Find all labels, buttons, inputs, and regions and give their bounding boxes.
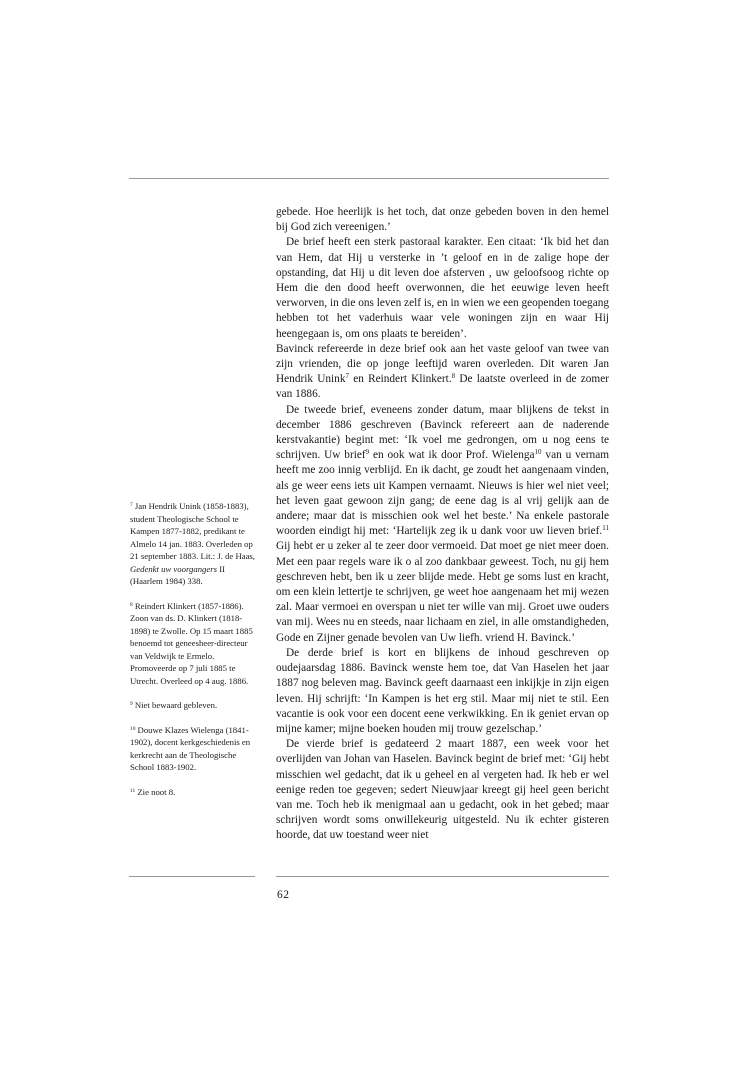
main-bottom-rule xyxy=(276,876,609,877)
footnote-10-mark: 10 xyxy=(130,725,136,732)
footnote-7-mark: 7 xyxy=(130,502,133,509)
paragraph-3-text-b: en Reindert Klinkert. xyxy=(348,373,452,386)
footnote-11-mark: 11 xyxy=(130,787,136,794)
footnote-9-mark: 9 xyxy=(130,701,133,708)
footnote-11 xyxy=(130,786,258,799)
footnote-ref-8: 8 xyxy=(451,372,456,381)
footnote-11-text: Zie noot 8. xyxy=(135,786,176,797)
paragraph-3-text-c: De laatste overleed in de zomer van 1886. xyxy=(276,373,609,401)
paragraph-3-text-a: Bavinck refereerde in deze brief ook aan het vaste geloof van twee van zijn vrienden, die op jonge leeftijd waren overleden. Dit waren Jan Hendrik Unink xyxy=(276,342,609,386)
footnotes-column xyxy=(130,500,258,810)
footnote-8-mark: 8 xyxy=(130,601,133,608)
footnote-7-text-a: Jan Hendrik Unink (1858-1883), student Theologische School te Kampen 1877-1882, predikant te Almelo 14 jan. 1883. Overleden op 21 september 1883. Lit.: J. de Haas, xyxy=(130,501,255,561)
paragraph-4 xyxy=(276,403,609,646)
page-number: 62 xyxy=(277,889,290,901)
paragraph-4-text-a: De tweede brief, eveneens zonder datum, maar blijkens de tekst in december 1886 geschreven (Bavinck refereert aan de naderende kerstvakantie) begint met: ‘Ik voel me gedrongen, om u nog eens te schrijven. Uw brief xyxy=(276,403,609,462)
paragraph-4-text-b: en ook wat ik door Prof. Wielenga xyxy=(369,449,535,462)
paragraph-4-text-d: Gij hebt er u zeker al te zeer door vermoeid. Dat moet ge niet meer doen. Met een paar regels ware ik o al zoo dankbaar geweest. Toch, nu gij hem geschreven hebt, ben ik u zeer blijde mede. Hebt ge soms lust en kracht, om een klein lettertje te schrijven, ge weet hoe aangenaam het mij wezen zal. Maar vermoei en overspan u niet ter wille van mij. Groet uwe ouders van mij. Wees nu en steeds, naar lichaam en ziel, in alle omstandigheden, Gode en Zijner genade bevolen van Uw liefh. vriend H. Bavinck.’ xyxy=(276,540,609,644)
footnote-10-text: Douwe Klazes Wielenga (1841-1902), docent kerkgeschiedenis en kerkrecht aan de Theologische School 1883-1902. xyxy=(130,724,251,772)
footnote-9 xyxy=(130,699,258,712)
footnote-8 xyxy=(130,600,258,688)
footnote-7 xyxy=(130,500,258,588)
footnote-8-text: Reindert Klinkert (1857-1886). Zoon van ds. D. Klinkert (1818-1898) te Zwolle. Op 15 maart 1885 benoemd tot geneesheer-directeur van Veldwijk te Ermelo. Promoveerde op 7 juli 1885 te Utrecht. Overleed op 4 aug. 1886. xyxy=(130,600,253,686)
paragraph-5: De derde brief is kort en blijkens de inhoud geschreven op oudejaarsdag 1886. Bavinck wenste hem toe, dat Van Haselen het jaar 1887 nog beleven mag. Bavinck geeft daarnaast een inkijkje in zijn eigen leven. Hij schrijft: ‘In Kampen is het erg stil. Maar mij niet te stil. Een vacantie is ook voor een docent eene verkwikking. En ik geniet ervan op mijne kamer; mijne boeken houden mij trouw gezelschap.’ xyxy=(276,646,609,735)
footnote-7-italic-title: Gedenkt uw voorgangers xyxy=(130,563,218,574)
footnote-7-text-b: II (Haarlem 1984) 338. xyxy=(130,563,225,586)
paragraph-6: De vierde brief is gedateerd 2 maart 1887, een week voor het overlijden van Johan van Haselen. Bavinck begint de brief met: ‘Gij hebt misschien wel gedacht, dat ik u geheel en al vergeten had. Ik heb er wel eenige reden toe gegeven; sedert Nieuwjaar kreegt gij heel geen bericht van me. Toch heb ik menigmaal aan u gedacht, ook in het gebed; maar schrijven wordt soms onwillekeurig uitgesteld. Nu ik echter gisteren hoorde, dat uw toestand weer niet xyxy=(276,738,609,842)
footnote-10 xyxy=(130,724,258,774)
paragraph-3 xyxy=(276,342,609,403)
paragraph-2: De brief heeft een sterk pastoraal karakter. Een citaat: ‘Ik bid het dan van Hem, dat Hij u versterke in ’t geloof en in de zalige hope der opstanding, dat Hij u dit leven doe afsterven , uw geloofsoog richte op Hem die den dood heeft overwonnen, die het eeuwige leven heeft verworven, in die ons leven zelf is, en in wien we een geopenden toegang hebben tot het vaderhuis waar vele woningen zijn en waar Hij heengegaan is, om ons plaats te bereiden’. xyxy=(276,236,609,340)
footnote-ref-9: 9 xyxy=(365,448,370,457)
footnotes-bottom-rule xyxy=(129,876,255,877)
footnote-ref-11: 11 xyxy=(602,524,609,533)
footnote-ref-10: 10 xyxy=(534,448,542,457)
top-rule xyxy=(129,178,609,179)
paragraph-1: gebede. Hoe heerlijk is het toch, dat onze gebeden boven in den hemel bij God zich vereenigen.’ xyxy=(276,206,609,234)
main-text-column xyxy=(276,205,609,844)
paragraph-4-text-c: van u vernam heeft me zoo innig verblijd. En ik dacht, ge zoudt het aangenaam vinden, als ge weer eens iets uit Kampen vernaamt. Nieuws is hier wel niet veel; het leven gaat gewoon zijn gang; de eene dag is al vrij gelijk aan de andere; maar dat is misschien ook wel het beste.’ Na enkele pastorale woorden eindigt hij met: ‘Hartelijk zeg ik u dank voor uw lieven brief. xyxy=(276,449,609,538)
footnote-ref-7: 7 xyxy=(345,372,349,381)
footnote-9-text: Niet bewaard gebleven. xyxy=(132,700,218,710)
